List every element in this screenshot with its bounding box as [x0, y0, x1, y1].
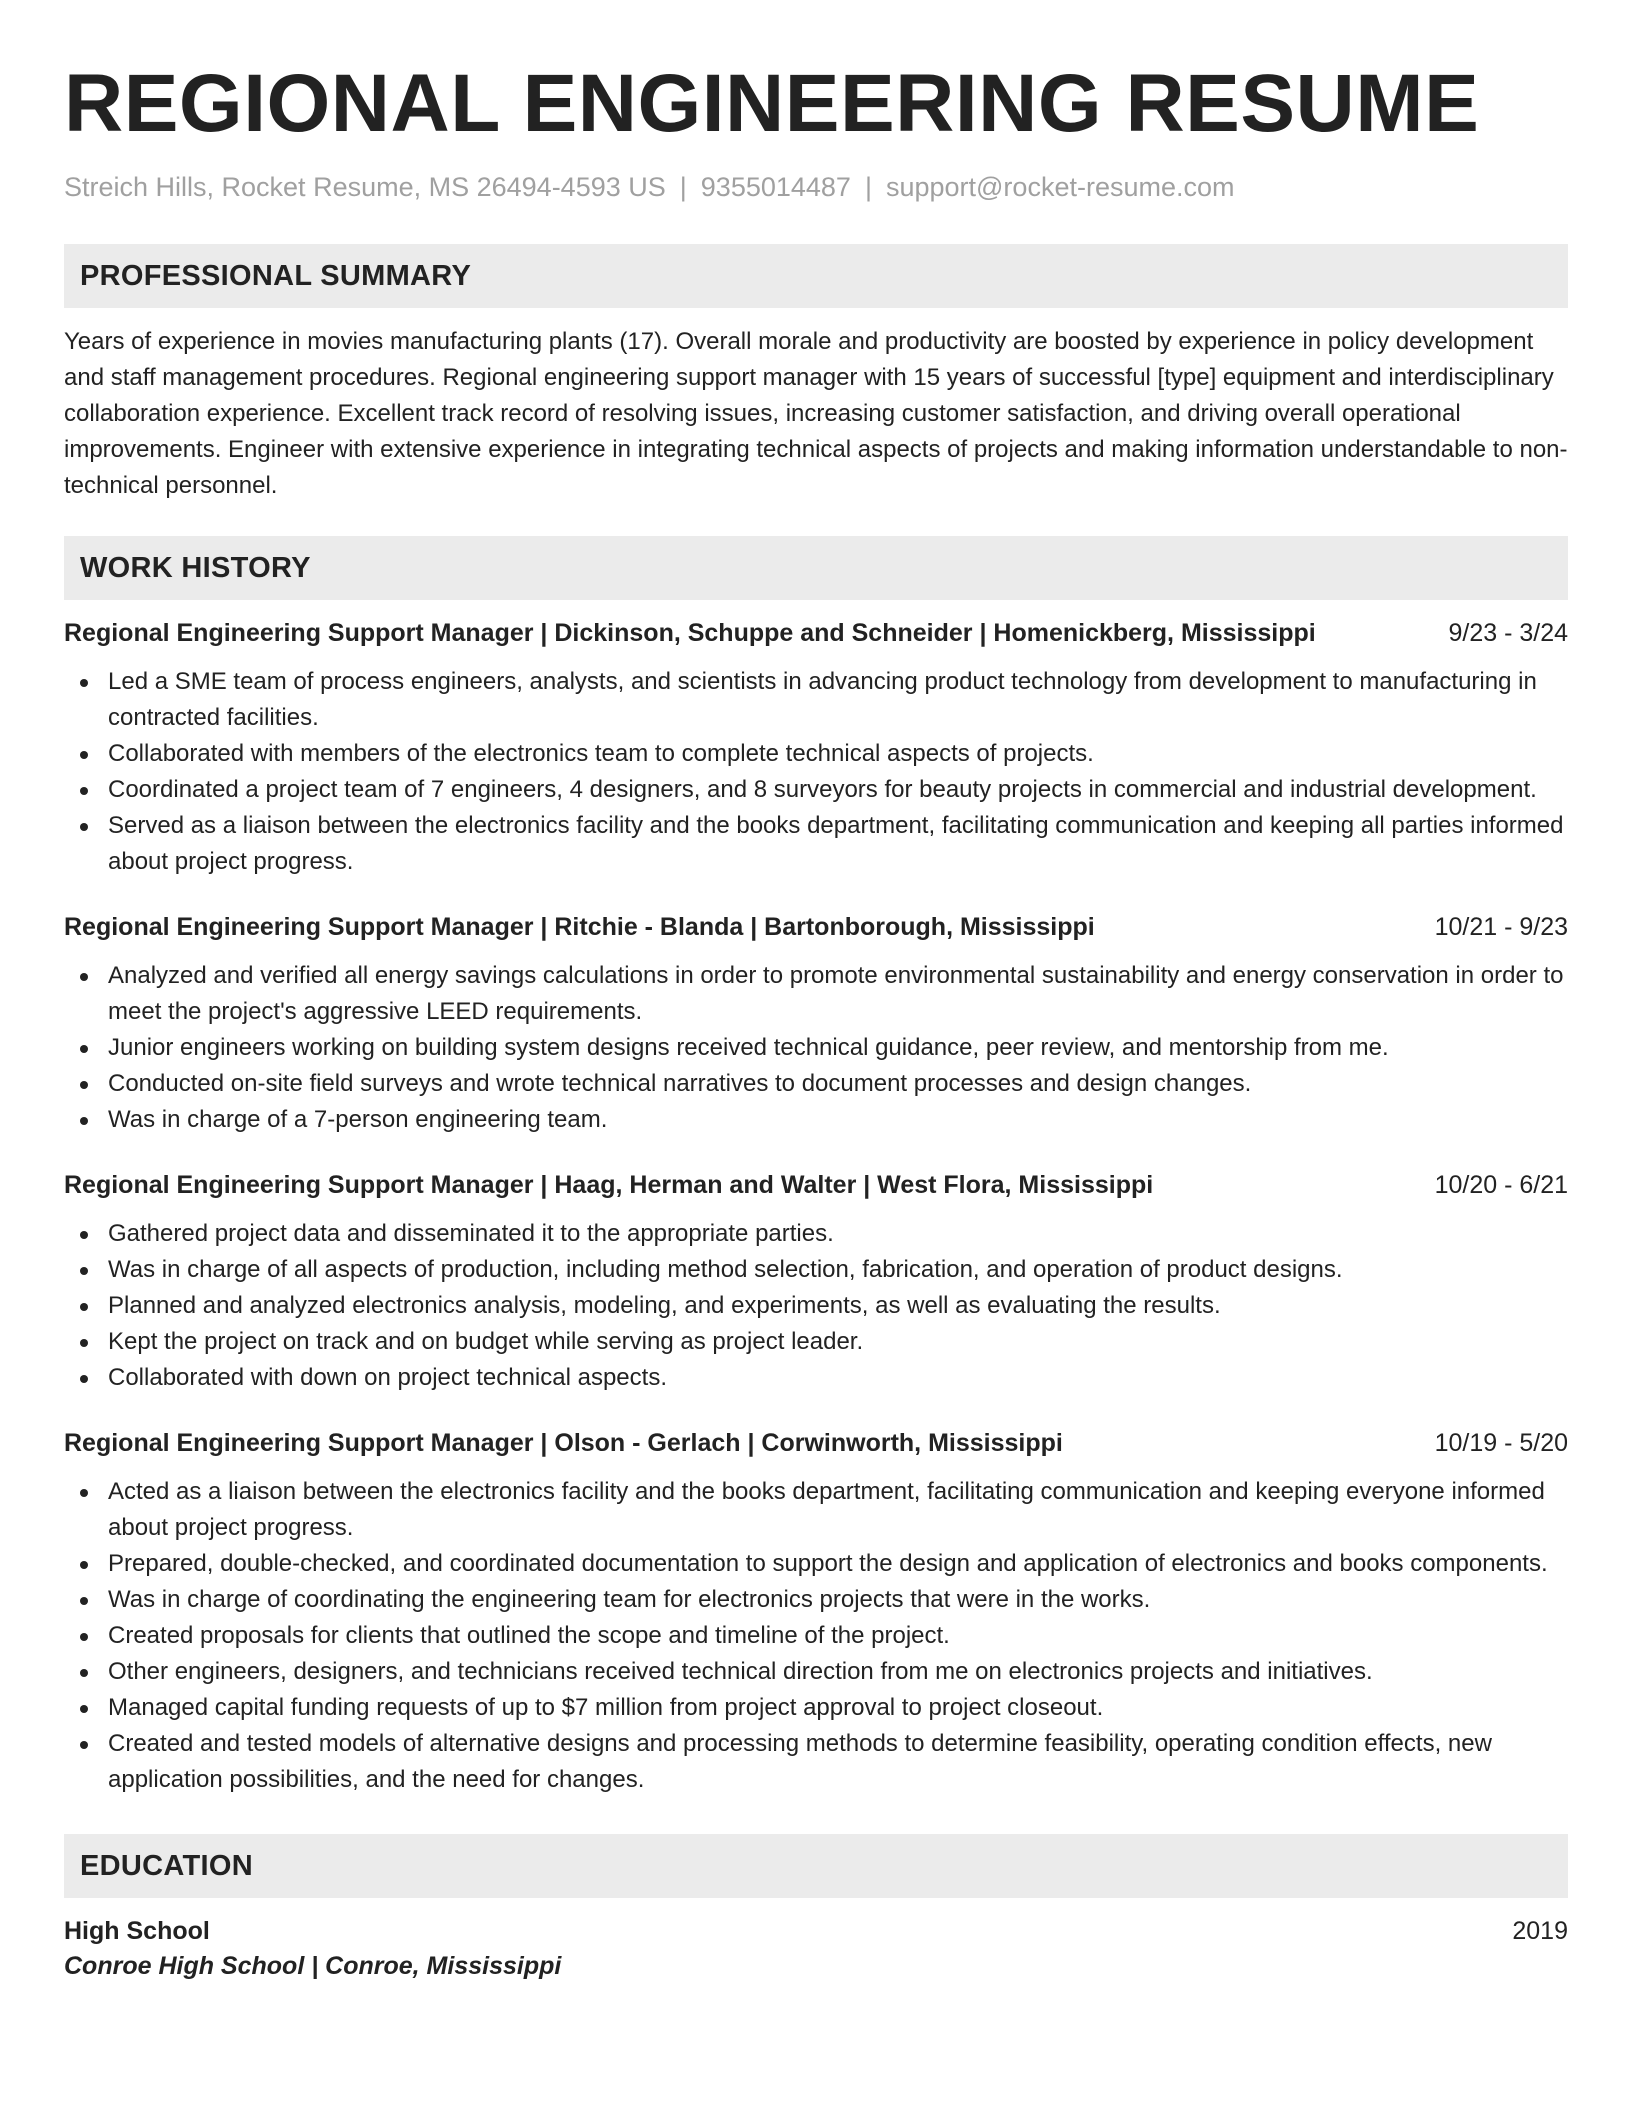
bullet-item: Was in charge of a 7-person engineering team. — [64, 1102, 1568, 1138]
job-entry — [64, 1426, 1568, 1798]
bullet-item: Junior engineers working on building system designs received technical guidance, peer review, and mentorship from me. — [64, 1030, 1568, 1066]
job-heading: Regional Engineering Support Manager | Olson - Gerlach | Corwinworth, Mississippi — [64, 1429, 1063, 1457]
job-entry — [64, 616, 1568, 880]
job-header — [64, 616, 1568, 650]
education-year: 2019 — [1512, 1917, 1568, 1945]
job-heading: Regional Engineering Support Manager | Ritchie - Blanda | Bartonborough, Mississippi — [64, 913, 1095, 941]
job-header — [64, 1168, 1568, 1202]
bullet-item: Collaborated with members of the electronics team to complete technical aspects of projects. — [64, 736, 1568, 772]
bullet-item: Coordinated a project team of 7 engineers, 4 designers, and 8 surveyors for beauty projects in commercial and industrial development. — [64, 772, 1568, 808]
bullet-item: Conducted on-site field surveys and wrote technical narratives to document processes and design changes. — [64, 1066, 1568, 1102]
bullet-item: Managed capital funding requests of up to $7 million from project approval to project closeout. — [64, 1690, 1568, 1726]
bullet-item: Planned and analyzed electronics analysis, modeling, and experiments, as well as evaluating the results. — [64, 1288, 1568, 1324]
bullet-item: Created and tested models of alternative designs and processing methods to determine feasibility, operating condition effects, new application possibilities, and the need for changes. — [64, 1726, 1568, 1798]
section-header-summary — [64, 244, 1568, 308]
section-title-summary: PROFESSIONAL SUMMARY — [80, 259, 472, 292]
contact-phone: 9355014487 — [700, 172, 851, 202]
job-bullets — [64, 1474, 1568, 1798]
education-header — [64, 1914, 1568, 1948]
bullet-item: Acted as a liaison between the electronics facility and the books department, facilitating communication and keeping everyone informed about project progress. — [64, 1474, 1568, 1546]
bullet-item: Kept the project on track and on budget while serving as project leader. — [64, 1324, 1568, 1360]
bullet-item: Prepared, double-checked, and coordinated documentation to support the design and application of electronics and books components. — [64, 1546, 1568, 1582]
education-degree: High School — [64, 1917, 210, 1945]
bullet-item: Was in charge of coordinating the engineering team for electronics projects that were in the works. — [64, 1582, 1568, 1618]
contact-email: support@rocket-resume.com — [885, 172, 1235, 202]
bullet-item: Created proposals for clients that outlined the scope and timeline of the project. — [64, 1618, 1568, 1654]
bullet-item: Led a SME team of process engineers, analysts, and scientists in advancing product technology from development to manufacturing in contracted facilities. — [64, 664, 1568, 736]
contact-address: Streich Hills, Rocket Resume, MS 26494-4593 US — [64, 172, 666, 202]
contact-line — [64, 170, 1568, 204]
job-header — [64, 910, 1568, 944]
summary-text: Years of experience in movies manufacturing plants (17). Overall morale and productivity are boosted by experience in policy development and staff management procedures. Regional engineering support manager with 15 years of successful [type] equipment and interdisciplinary collaboration experience. Excellent track record of resolving issues, increasing customer satisfaction, and driving overall operational improvements. Engineer with extensive experience in integrating technical aspects of projects and making information understandable to non-technical personnel. — [64, 328, 1568, 499]
contact-separator: | — [679, 172, 687, 202]
resume-title: REGIONAL ENGINEERING RESUME — [64, 58, 1480, 149]
job-dates: 10/21 - 9/23 — [1434, 913, 1568, 941]
job-dates: 10/20 - 6/21 — [1434, 1171, 1568, 1199]
job-heading: Regional Engineering Support Manager | Dickinson, Schuppe and Schneider | Homenickberg, Mississippi — [64, 619, 1316, 647]
education-school: Conroe High School | Conroe, Mississippi — [64, 1952, 562, 1980]
job-entry — [64, 910, 1568, 1138]
job-bullets — [64, 664, 1568, 880]
job-bullets — [64, 958, 1568, 1138]
bullet-item: Was in charge of all aspects of production, including method selection, fabrication, and operation of product designs. — [64, 1252, 1568, 1288]
section-title-education: EDUCATION — [80, 1849, 253, 1882]
section-header-work-history — [64, 536, 1568, 600]
bullet-item: Other engineers, designers, and technicians received technical direction from me on electronics projects and initiatives. — [64, 1654, 1568, 1690]
section-title-work-history: WORK HISTORY — [80, 551, 311, 584]
job-dates: 9/23 - 3/24 — [1448, 619, 1568, 647]
bullet-item: Analyzed and verified all energy savings calculations in order to promote environmental sustainability and energy conservation in order to meet the project's aggressive LEED requirements. — [64, 958, 1568, 1030]
bullet-item: Served as a liaison between the electronics facility and the books department, facilitating communication and keeping all parties informed about project progress. — [64, 808, 1568, 880]
job-dates: 10/19 - 5/20 — [1434, 1429, 1568, 1457]
bullet-item: Collaborated with down on project technical aspects. — [64, 1360, 1568, 1396]
job-heading: Regional Engineering Support Manager | Haag, Herman and Walter | West Flora, Mississippi — [64, 1171, 1154, 1199]
job-bullets — [64, 1216, 1568, 1396]
bullet-item: Gathered project data and disseminated it to the appropriate parties. — [64, 1216, 1568, 1252]
job-entry — [64, 1168, 1568, 1396]
section-header-education — [64, 1834, 1568, 1898]
job-header — [64, 1426, 1568, 1460]
contact-separator: | — [864, 172, 872, 202]
